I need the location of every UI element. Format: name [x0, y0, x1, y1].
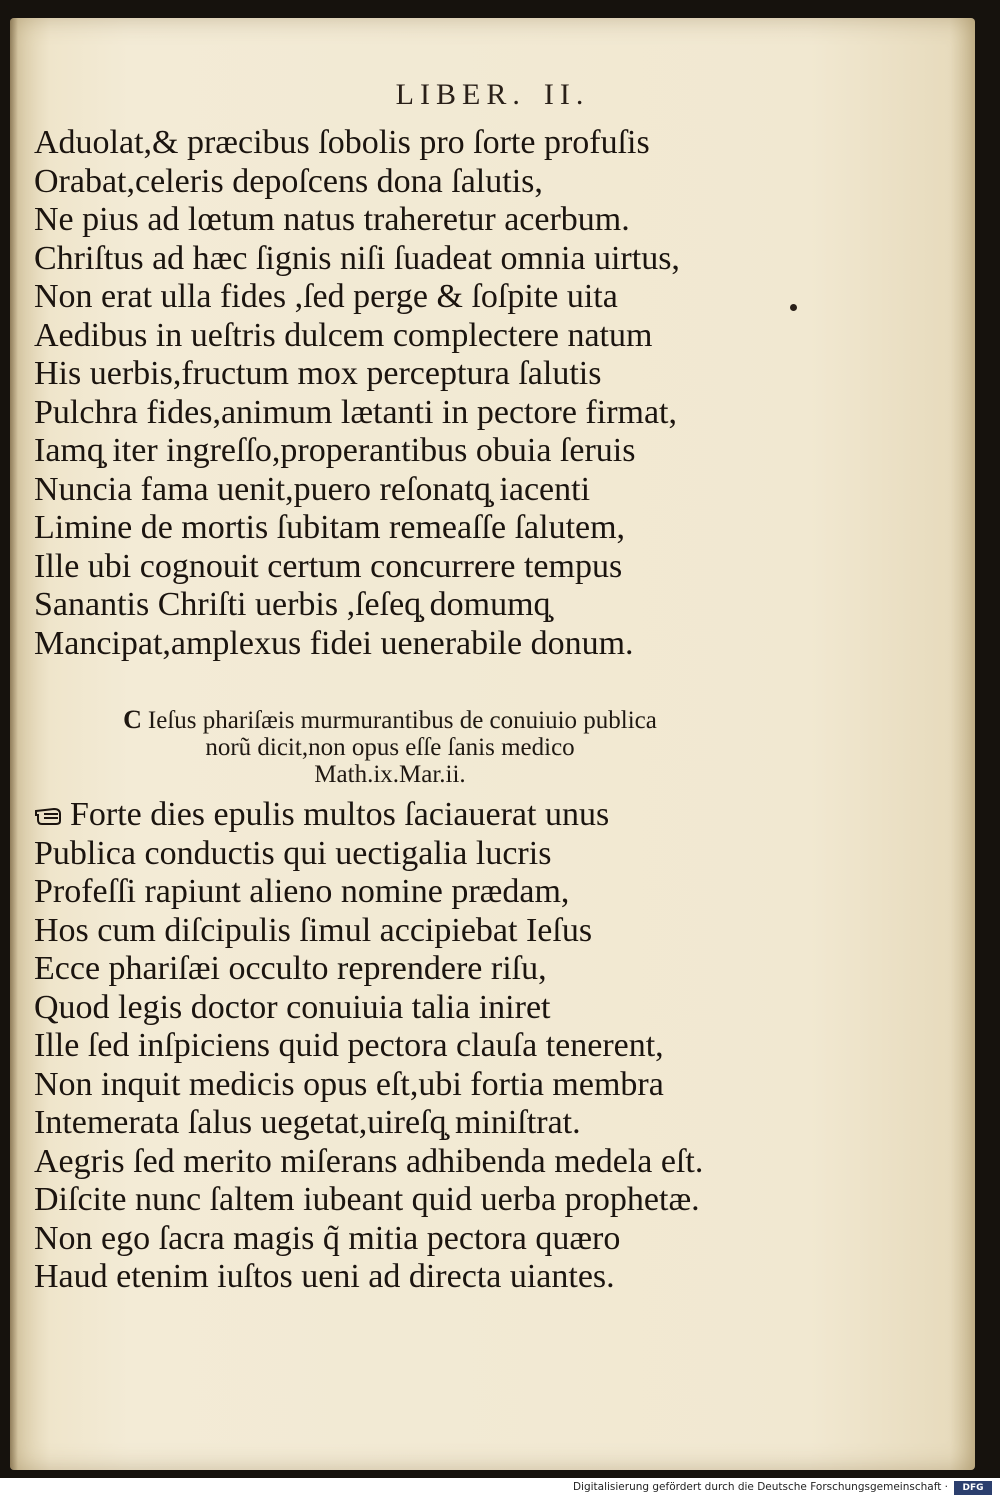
dfg-logo: DFG — [954, 1481, 992, 1495]
running-head — [10, 78, 975, 112]
verse-line: Non inquit medicis opus eſt,ubi fortia membra — [34, 1065, 664, 1103]
ink-speck — [790, 304, 797, 311]
verse-line: Iamq̧ iter ingreſſo,properantibus obuia ſeruis — [34, 432, 636, 469]
verse-line: Intemerata ſalus uegetat,uireſq̧ miniſtrat. — [34, 1104, 581, 1141]
verse-line: His uerbis,fructum mox perceptura ſalutis — [34, 355, 602, 392]
verse-line: Publica conductis qui uectigalia lucris — [34, 834, 552, 872]
verse-block-1 — [34, 124, 734, 663]
verse-line: Limine de mortis ſubitam remeaſſe ſalutem, — [34, 509, 626, 546]
verse-line: Chriſtus ad hæc ſignis niſi ſuadeat omnia uirtus, — [34, 239, 680, 277]
verse-line: Ne pius ad lœtum natus traheretur acerbum. — [34, 201, 630, 238]
verse-line: Non ego ſacra magis q̃ mitia pectora quæro — [34, 1219, 621, 1257]
running-head-folio: II. — [543, 78, 590, 111]
verse-line: Nuncia fama uenit,puero reſonatq̧ iacenti — [34, 470, 591, 508]
heading-line — [40, 706, 740, 734]
heading-text: Ieſus phariſæis murmurantibus de conuiuio publica — [147, 707, 657, 734]
verse-line: Ecce phariſæi occulto reprendere riſu, — [34, 950, 547, 987]
verse-line: Sanantis Chriſti uerbis ,ſeſeq̧ domumq̧ — [34, 586, 551, 623]
verse-line: Hos cum diſcipulis ſimul accipiebat Ieſus — [34, 911, 593, 949]
verse-line: Mancipat,amplexus fidei uenerabile donum. — [34, 624, 634, 662]
verse-line: Diſcite nunc ſaltem iubeant quid uerba prophetæ. — [34, 1181, 700, 1218]
verse-line: Ille ſed inſpiciens quid pectora clauſa tenerent, — [34, 1027, 664, 1064]
verse-block-2 — [34, 796, 734, 1297]
chapter-heading — [40, 706, 740, 788]
verse-line: Aduolat,& præcibus ſobolis pro ſorte profuſis — [34, 124, 650, 161]
verse-line: Profeſſi rapiunt alieno nomine prædam, — [34, 873, 570, 910]
verse-text: Forte dies epulis multos ſaciauerat unus — [70, 796, 610, 833]
verse-line: Non erat ulla fides ,ſed perge & ſoſpite uita — [34, 278, 618, 315]
verse-line: Orabat,celeris depoſcens dona ſalutis, — [34, 162, 543, 200]
verse-line: Ille ubi cognouit certum concurrere tempus — [34, 547, 623, 585]
pilcrow-mark: C — [123, 705, 142, 734]
verse-line: Quod legis doctor conuiuia talia iniret — [34, 988, 551, 1026]
verse-line: Haud etenim iuſtos ueni ad directa uiantes. — [34, 1258, 615, 1295]
heading-line: norũ dicit,non opus eſſe ſanis medico — [205, 734, 575, 761]
verse-line: Pulchra fides,animum lætanti in pectore firmat, — [34, 393, 677, 431]
footer-bar — [0, 1478, 1000, 1499]
verse-line — [34, 796, 734, 835]
footer-credit: Digitalisierung gefördert durch die Deutsche Forschungsgemeinschaft · — [572, 1481, 948, 1493]
page-gutter-shadow — [10, 18, 18, 1470]
manicule-icon — [34, 805, 64, 827]
heading-line: Math.ix.Mar.ii. — [314, 761, 466, 788]
running-head-title: LIBER. — [395, 78, 526, 111]
book-page — [10, 18, 975, 1470]
verse-line: Aedibus in ueſtris dulcem complectere natum — [34, 316, 653, 354]
verse-line: Aegris ſed merito miſerans adhibenda medela eſt. — [34, 1142, 704, 1180]
